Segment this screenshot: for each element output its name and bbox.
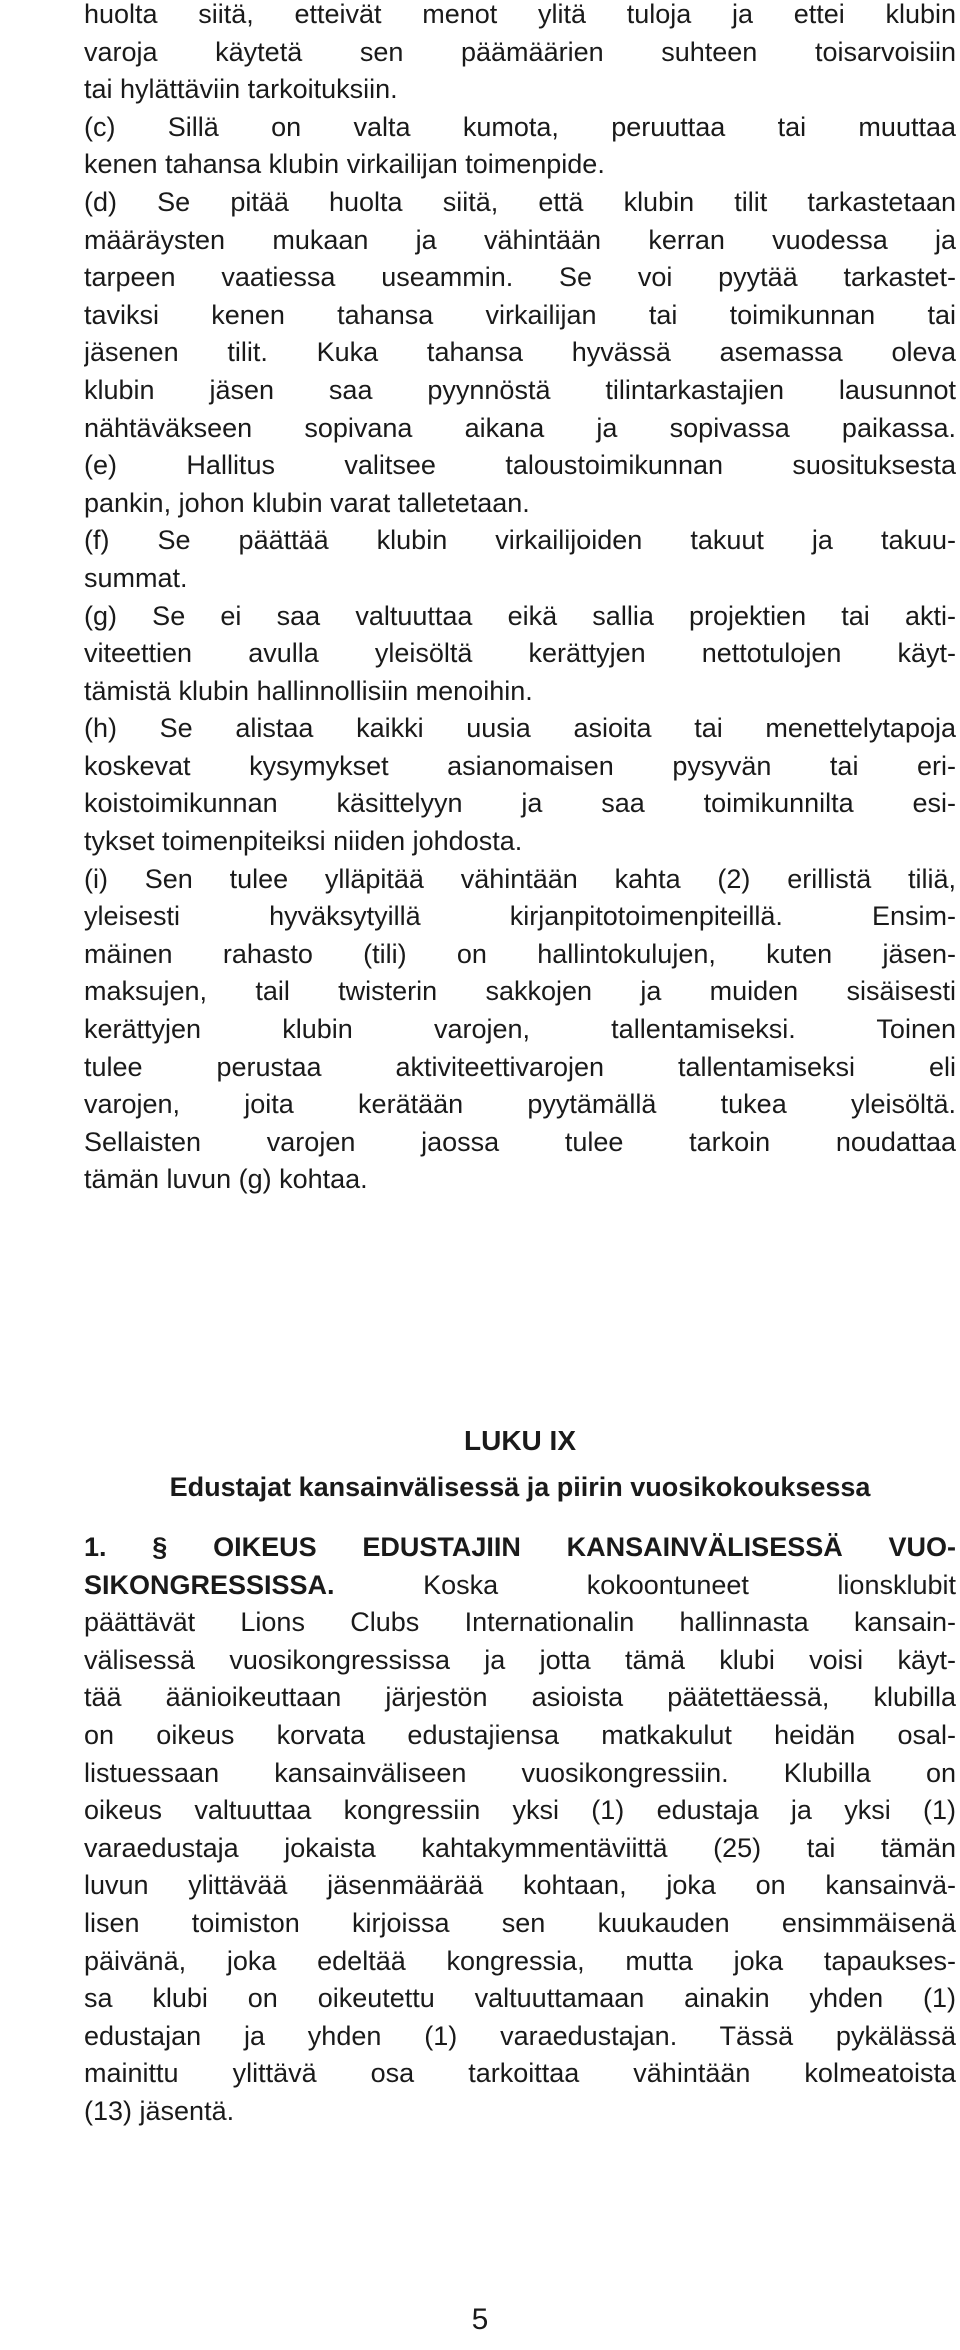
page-number: 5 [471, 2303, 489, 2336]
text-line: (e) Hallitus valitsee taloustoimikunnan suosituksesta [84, 450, 956, 481]
text-line: Sellaisten varojen jaossa tulee tarkoin noudattaa [84, 1126, 956, 1157]
text-line: pankin, johon klubin varat talletetaan. [84, 487, 530, 518]
text-line: kerättyjen klubin varojen, tallentamiseksi. Toinen [84, 1014, 956, 1045]
text-line: (h) Se alistaa kaikki uusia asioita tai menettelytapoja [84, 713, 956, 744]
text-line: maksujen, tail twisterin sakkojen ja muiden sisäisesti [84, 976, 956, 1007]
text-line: lisen toimiston kirjoissa sen kuukauden ensimmäisenä [84, 1907, 956, 1938]
chapter-number: LUKU IX [464, 1425, 576, 1456]
text-line: on oikeus korvata edustajiensa matkakulut heidän osal- [84, 1719, 956, 1750]
text-line: määräysten mukaan ja vähintään kerran vuodessa ja [84, 224, 956, 255]
text-line: koskevat kysymykset asianomaisen pysyvän tai eri- [84, 750, 956, 781]
text-line: päättävät Lions Clubs Internationalin hallinnasta kansain- [84, 1607, 956, 1638]
text-line: yleisesti hyväksytyillä kirjanpitotoimenpiteillä. Ensim- [84, 901, 956, 932]
text-line: huolta siitä, etteivät menot ylitä tuloja ja ettei klubin [84, 0, 956, 29]
text-line: välisessä vuosikongressissa ja jotta tämä klubi voisi käyt- [84, 1644, 956, 1675]
text-line: (f) Se päättää klubin virkailijoiden takuut ja takuu- [84, 525, 956, 556]
section-heading: 1. § OIKEUS EDUSTAJIIN KANSAINVÄLISESSÄ VUO- [84, 1532, 956, 1562]
text-line: luvun ylittävää jäsenmäärää kohtaan, joka on kansainvä- [84, 1870, 956, 1901]
text-line: summat. [84, 562, 188, 593]
text-line: koistoimikunnan käsittelyyn ja saa toimikunnilta esi- [84, 788, 956, 819]
chapter-heading [84, 1418, 956, 1510]
text-line: tämän luvun (g) kohtaa. [84, 1164, 368, 1195]
text-line: (d) Se pitää huolta siitä, että klubin tilit tarkastetaan [84, 186, 956, 217]
text-line: varoja käytetä sen päämäärien suhteen toisarvoisiin [84, 36, 956, 67]
text-line: mäinen rahasto (tili) on hallintokulujen, kuten jäsen- [84, 938, 956, 969]
text-line: (13) jäsentä. [84, 2095, 235, 2126]
text-line: (g) Se ei saa valtuuttaa eikä sallia projektien tai akti- [84, 600, 956, 631]
text-line: viteettien avulla yleisöltä kerättyjen nettotulojen käyt- [84, 638, 956, 669]
text-line: mainittu ylittävä osa tarkoittaa vähintään kolmeatoista [84, 2058, 956, 2089]
text-line: edustajan ja yhden (1) varaedustajan. Tässä pykälässä [84, 2020, 956, 2051]
text-line: sa klubi on oikeutettu valtuuttamaan ainakin yhden (1) [84, 1983, 956, 2014]
section-delegates [84, 1529, 956, 2131]
section-heading-continuation: SIKONGRESSISSA. [84, 1569, 335, 1600]
text-line: listuessaan kansainväliseen vuosikongressiin. Klubilla on [84, 1757, 956, 1788]
text-line: tarpeen vaatiessa useammin. Se voi pyytää tarkastet- [84, 262, 956, 293]
text-line: (c) Sillä on valta kumota, peruuttaa tai muuttaa [84, 111, 956, 142]
text-line: varojen, joita kerätään pyytämällä tukea yleisöltä. [84, 1089, 956, 1120]
text-line: kenen tahansa klubin virkailijan toimenpide. [84, 149, 605, 180]
text-line: tämistä klubin hallinnollisiin menoihin. [84, 675, 533, 706]
text-line: varaedustaja jokaista kahtakymmentäviittä (25) tai tämän [84, 1832, 956, 1863]
text-line: tai hylättäviin tarkoituksiin. [84, 74, 398, 105]
text-line: klubin jäsen saa pyynnöstä tilintarkastajien lausunnot [84, 374, 956, 405]
text-line: oikeus valtuuttaa kongressiin yksi (1) edustaja ja yksi (1) [84, 1795, 956, 1826]
text-line: tulee perustaa aktiviteettivarojen tallentamiseksi eli [84, 1051, 956, 1082]
text-line: tää äänioikeuttaan järjestön asioista päätettäessä, klubilla [84, 1682, 956, 1713]
text-line: nähtäväkseen sopivana aikana ja sopivassa paikassa. [84, 412, 956, 443]
bylaw-text-section [84, 0, 956, 1199]
text-line [84, 1567, 956, 1605]
text-line: taviksi kenen tahansa virkailijan tai toimikunnan tai [84, 299, 956, 330]
text-line: (i) Sen tulee ylläpitää vähintään kahta (2) erillistä tiliä, [84, 863, 956, 894]
text-line: päivänä, joka edeltää kongressia, mutta joka tapaukses- [84, 1945, 956, 1976]
text-line: tykset toimenpiteiksi niiden johdosta. [84, 826, 523, 857]
text-line-rest: Koska kokoontuneet lionsklubit [334, 1569, 956, 1600]
text-line: jäsenen tilit. Kuka tahansa hyvässä asemassa oleva [84, 337, 956, 368]
chapter-title: Edustajat kansainvälisessä ja piirin vuosikokouksessa [169, 1472, 871, 1502]
